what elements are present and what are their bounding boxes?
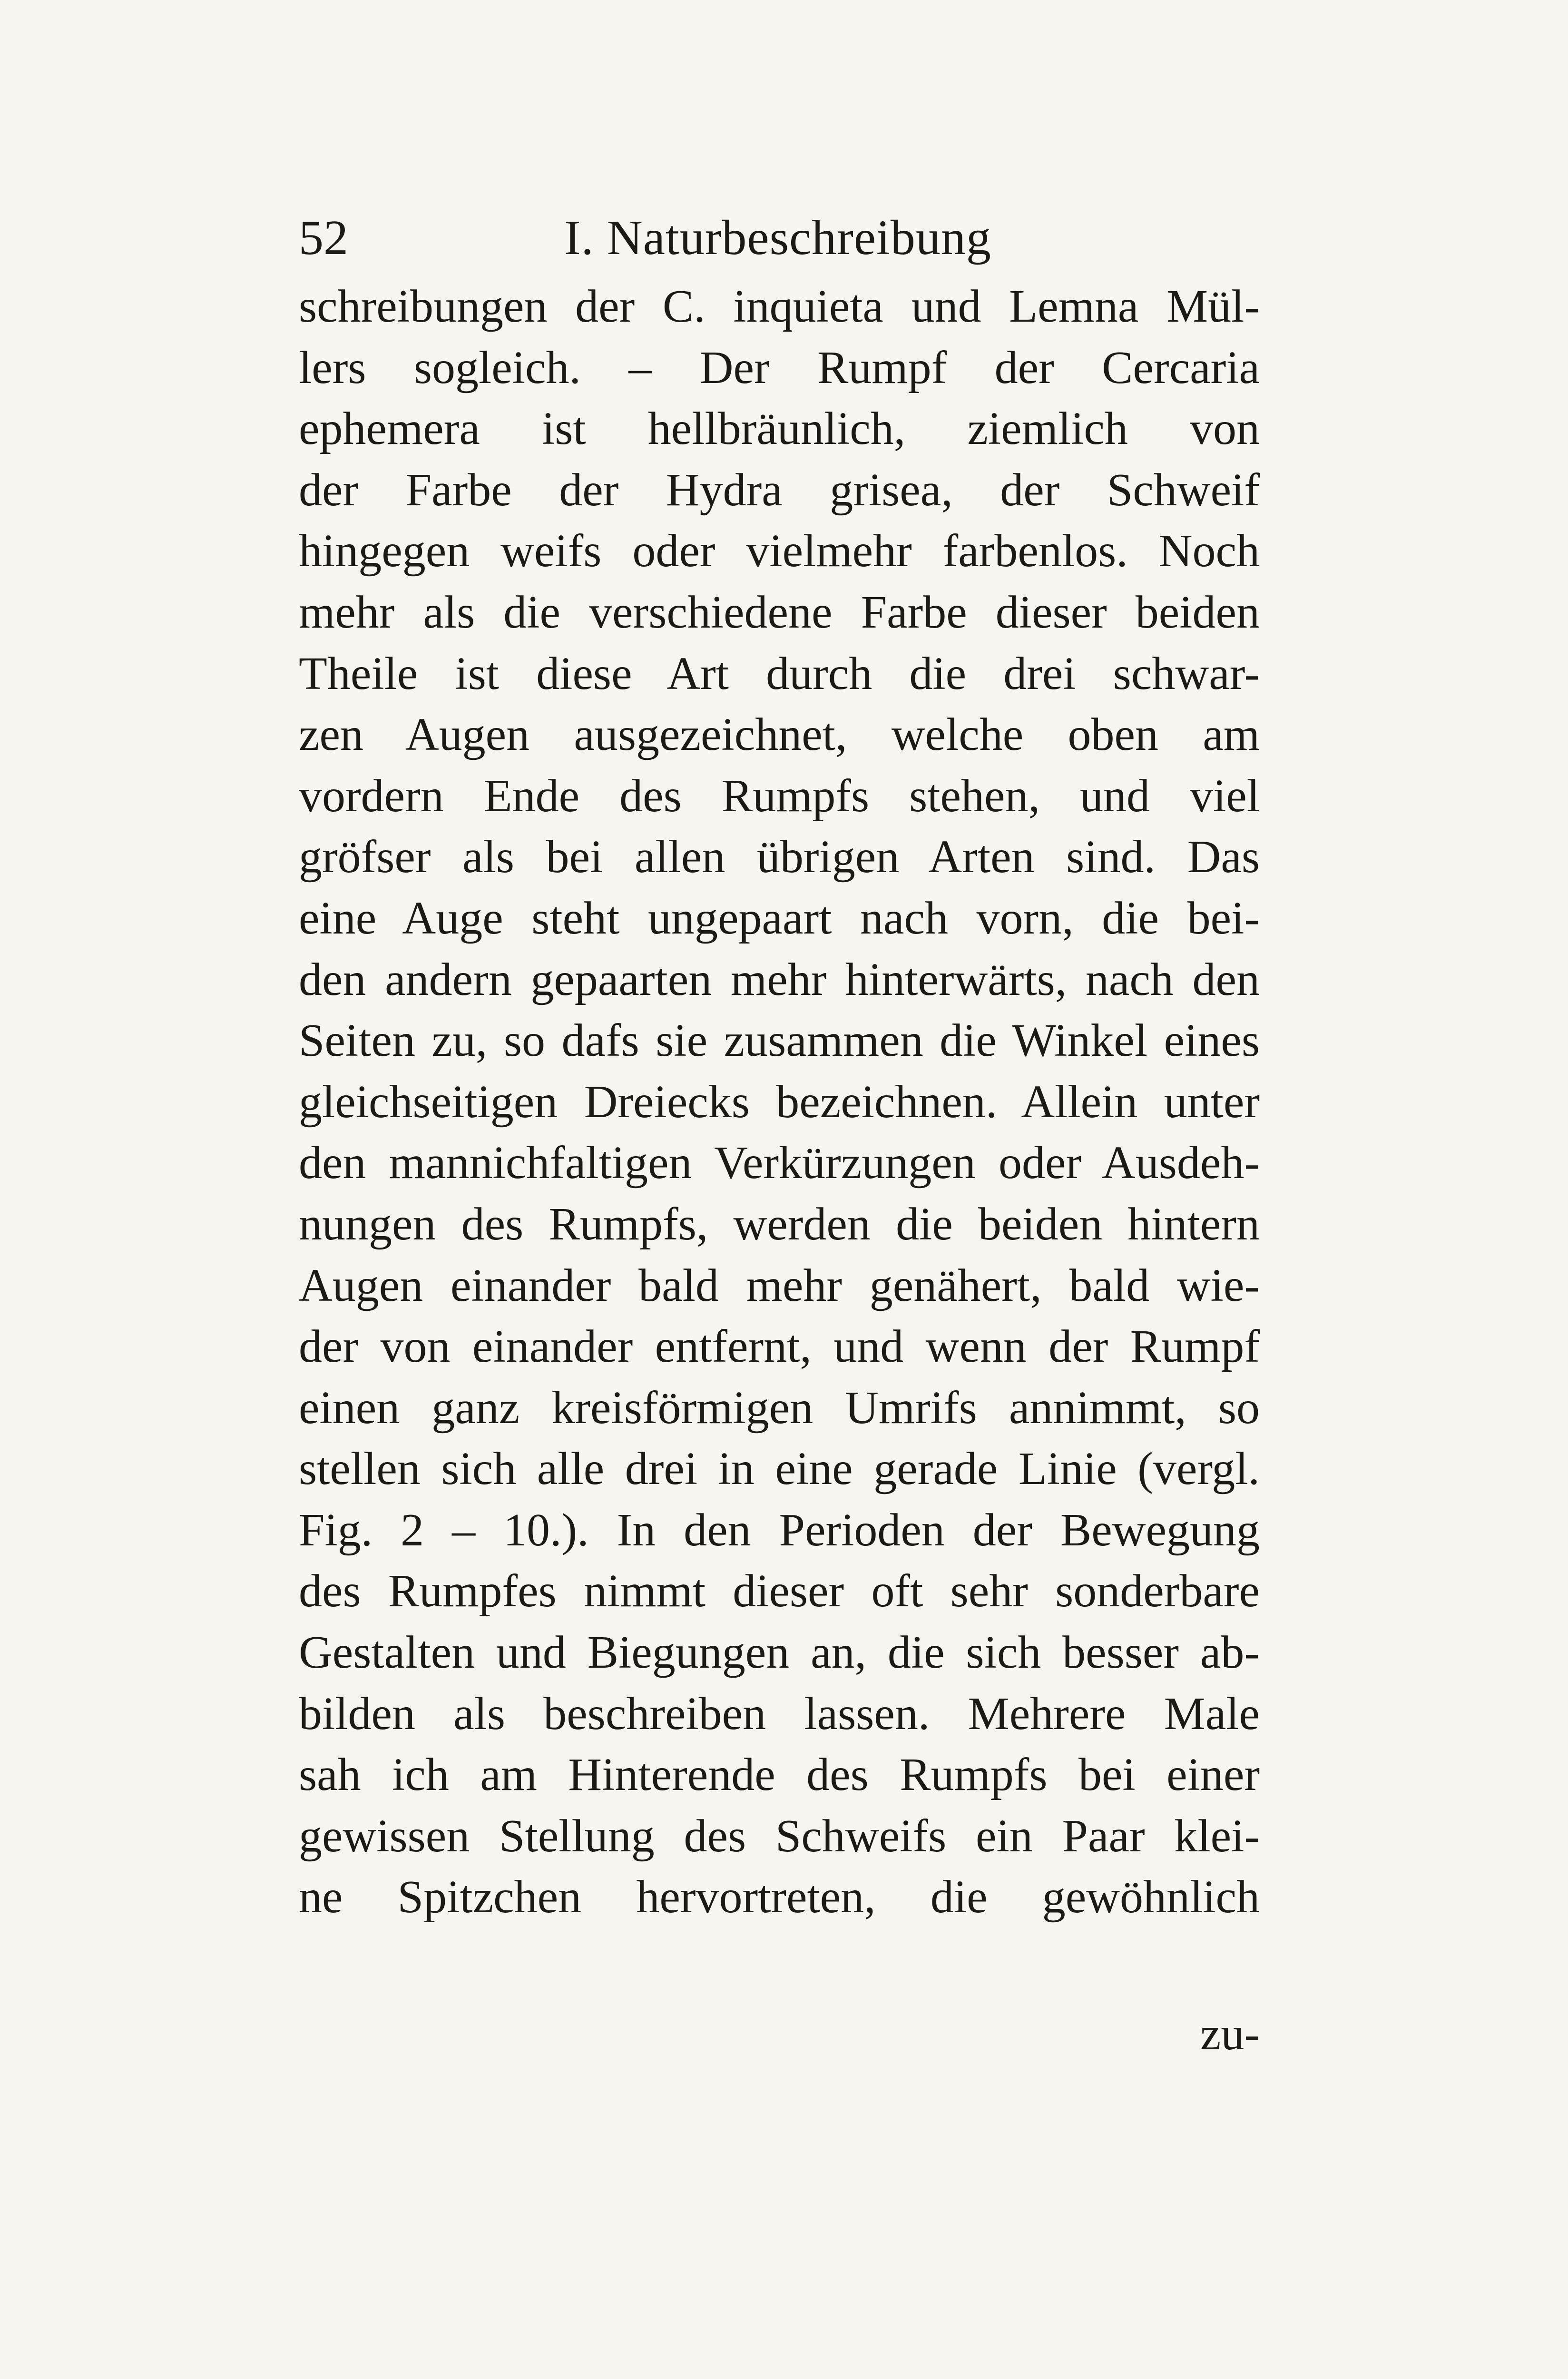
text-line: einen ganz kreisförmigen Umrifs annimmt, so xyxy=(299,1382,1260,1434)
text-line: Seiten zu, so dafs sie zusammen die Winkel eines xyxy=(299,1015,1260,1067)
page-number: 52 xyxy=(299,210,348,265)
running-head xyxy=(299,205,1255,271)
text-line: den mannichfaltigen Verkürzungen oder Ausdeh- xyxy=(299,1137,1260,1189)
text-line: stellen sich alle drei in eine gerade Linie (vergl. xyxy=(299,1443,1260,1495)
text-line: vordern Ende des Rumpfs stehen, und viel xyxy=(299,770,1260,822)
text-line: nungen des Rumpfs, werden die beiden hintern xyxy=(299,1198,1260,1250)
text-line: Fig. 2 – 10.). In den Perioden der Bewegung xyxy=(299,1504,1260,1556)
text-line: des Rumpfes nimmt dieser oft sehr sonderbare xyxy=(299,1565,1260,1617)
text-line: der Farbe der Hydra grisea, der Schweif xyxy=(299,464,1260,516)
running-title: I. Naturbeschreibung xyxy=(564,210,991,265)
text-line: schreibungen der C. inquieta und Lemna Mül- xyxy=(299,281,1260,332)
text-line: Augen einander bald mehr genähert, bald wie- xyxy=(299,1259,1260,1311)
text-line: gröfser als bei allen übrigen Arten sind. Das xyxy=(299,831,1260,883)
text-line: gewissen Stellung des Schweifs ein Paar klei- xyxy=(299,1810,1260,1862)
catchword: zu- xyxy=(1200,2008,1260,2060)
text-line: eine Auge steht ungepaart nach vorn, die bei- xyxy=(299,892,1260,944)
text-line: der von einander entfernt, und wenn der Rumpf xyxy=(299,1321,1260,1373)
text-line: lers sogleich. – Der Rumpf der Cercaria xyxy=(299,342,1260,393)
text-line: ne Spitzchen hervortreten, die gewöhnlich xyxy=(299,1871,1260,1923)
text-line: Theile ist diese Art durch die drei schwar- xyxy=(299,648,1260,699)
text-line: ephemera ist hellbräunlich, ziemlich von xyxy=(299,403,1260,455)
text-line: hingegen weifs oder vielmehr farbenlos. Noch xyxy=(299,525,1260,577)
text-line: den andern gepaarten mehr hinterwärts, nach den xyxy=(299,954,1260,1005)
text-line: zen Augen ausgezeichnet, welche oben am xyxy=(299,709,1260,761)
text-line: sah ich am Hinterende des Rumpfs bei einer xyxy=(299,1749,1260,1801)
text-line: mehr als die verschiedene Farbe dieser beiden xyxy=(299,586,1260,638)
text-line: gleichseitigen Dreiecks bezeichnen. Allein unter xyxy=(299,1076,1260,1128)
text-line: bilden als beschreiben lassen. Mehrere Male xyxy=(299,1688,1260,1740)
text-line: Gestalten und Biegungen an, die sich besser ab- xyxy=(299,1627,1260,1679)
body-text xyxy=(299,276,1260,1928)
